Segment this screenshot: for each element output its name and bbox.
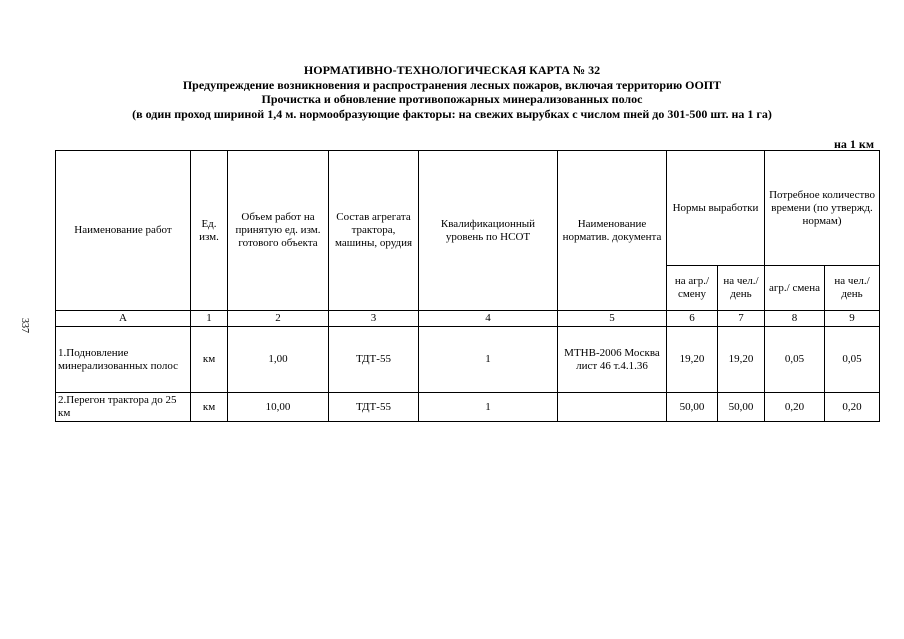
cell-norm-person: 50,00	[718, 393, 765, 422]
norms-table	[55, 150, 880, 422]
header-time-person: на чел./ день	[825, 266, 880, 311]
document-subtitle-scope: Предупреждение возникновения и распространения лесных пожаров, включая территорию ООПТ	[182, 77, 722, 92]
header-name: Наименование работ	[56, 151, 191, 311]
header-volume: Объем работ на принятую ед. изм. готового объекта	[228, 151, 329, 311]
header-unit: Ед. изм.	[191, 151, 228, 311]
document-subtitle-work: Прочистка и обновление противопожарных минерализованных полос	[261, 92, 643, 106]
cell-volume: 10,00	[228, 393, 329, 422]
column-index-row	[56, 311, 880, 327]
cell-time-agg: 0,05	[765, 327, 825, 393]
column-index: 3	[329, 311, 419, 327]
column-index: 6	[667, 311, 718, 327]
table-row	[56, 393, 880, 422]
cell-name: 1.Подновление минерализованных полос	[56, 327, 191, 393]
unit-label: на 1 км	[833, 137, 874, 151]
column-index: А	[56, 311, 191, 327]
cell-norm-agg: 19,20	[667, 327, 718, 393]
header-time-agg: агр./ смена	[765, 266, 825, 311]
cell-time-person: 0,05	[825, 327, 880, 393]
header-document: Наименование норматив. документа	[558, 151, 667, 311]
header-norm-person: на чел./ день	[718, 266, 765, 311]
column-index: 8	[765, 311, 825, 327]
page-number: 337	[19, 318, 30, 333]
column-index: 5	[558, 311, 667, 327]
table-header-row	[56, 151, 880, 266]
document-subtitle-conditions: (в один проход шириной 1,4 м. нормообразующие факторы: на свежих вырубках с числом пней до 301-500 шт. на 1 га)	[132, 106, 772, 121]
cell-aggregate: ТДТ-55	[329, 327, 419, 393]
cell-time-agg: 0,20	[765, 393, 825, 422]
column-index: 7	[718, 311, 765, 327]
document-header	[0, 63, 904, 121]
table-row	[56, 327, 880, 393]
cell-qualification: 1	[419, 393, 558, 422]
cell-volume: 1,00	[228, 327, 329, 393]
header-time: Потребное количество времени (по утвержд. нормам)	[765, 151, 880, 266]
cell-time-person: 0,20	[825, 393, 880, 422]
cell-aggregate: ТДТ-55	[329, 393, 419, 422]
column-index: 1	[191, 311, 228, 327]
cell-name: 2.Перегон трактора до 25 км	[56, 393, 191, 422]
column-index: 9	[825, 311, 880, 327]
header-norm-agg: на агр./ смену	[667, 266, 718, 311]
header-norms: Нормы выработки	[667, 151, 765, 266]
cell-qualification: 1	[419, 327, 558, 393]
cell-norm-person: 19,20	[718, 327, 765, 393]
header-aggregate: Состав агрегата трактора, машины, орудия	[329, 151, 419, 311]
document-title: НОРМАТИВНО-ТЕХНОЛОГИЧЕСКАЯ КАРТА № 32	[303, 63, 601, 77]
cell-unit: км	[191, 327, 228, 393]
cell-document: МТНВ-2006 Москва лист 46 т.4.1.36	[558, 327, 667, 393]
header-qualification: Квалификационный уровень по НСОТ	[419, 151, 558, 311]
column-index: 4	[419, 311, 558, 327]
column-index: 2	[228, 311, 329, 327]
cell-unit: км	[191, 393, 228, 422]
cell-document	[558, 393, 667, 422]
cell-norm-agg: 50,00	[667, 393, 718, 422]
